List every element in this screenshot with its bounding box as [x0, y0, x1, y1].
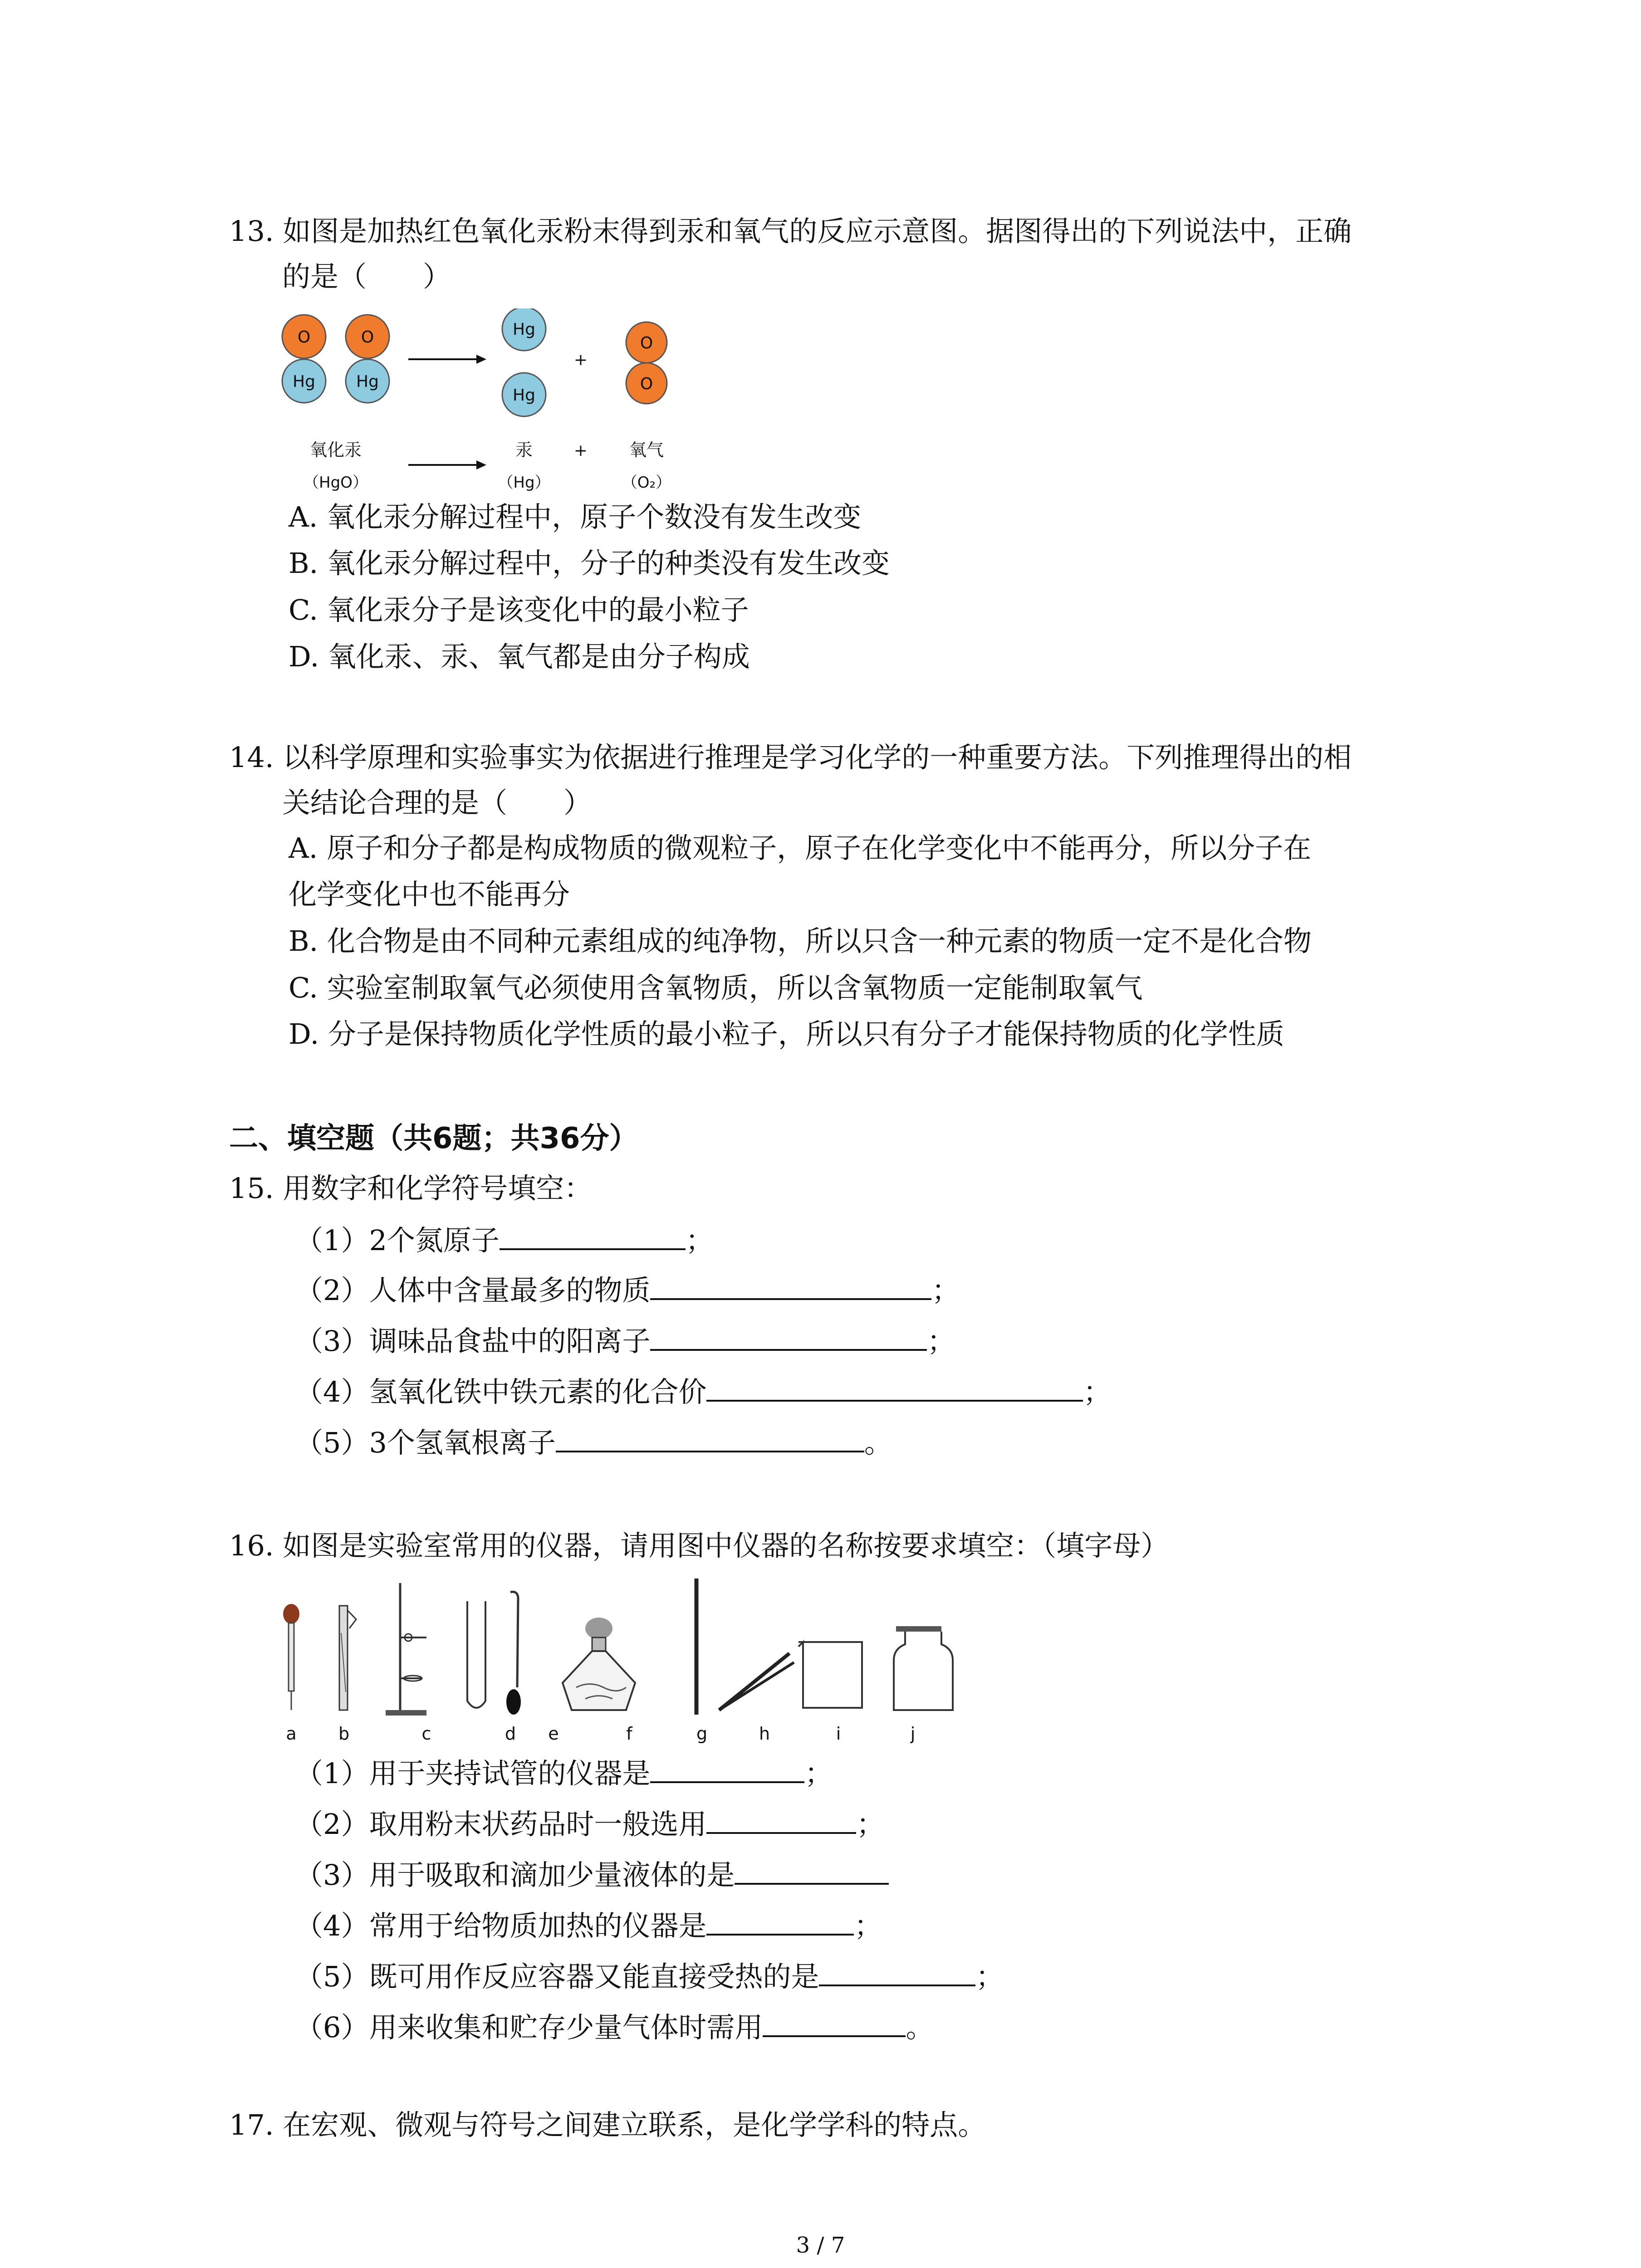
- q14-option-c: C. 实验室制取氧气必须使用含氧物质，所以含氧物质一定能制取氧气: [289, 971, 1143, 1004]
- q15-item-2: （2）人体中含量最多的物质 ；: [295, 1270, 960, 1309]
- q15-item-1: （1）2个氮原子 ；: [295, 1220, 714, 1259]
- q16-stem: 16. 如图是实验室常用的仪器，请用图中仪器的名称按要求填空：（填字母）: [229, 1529, 1169, 1562]
- q14-option-d: D. 分子是保持物质化学性质的最小粒子，所以只有分子才能保持物质的化学性质: [289, 1017, 1284, 1051]
- answer-blank[interactable]: [763, 2007, 906, 2037]
- formula-hgo: （HgO）: [304, 474, 368, 492]
- apparatus-label-i: i: [836, 1724, 841, 1744]
- q13-reaction-figure: [272, 308, 726, 499]
- q16-item-3: （3）用于吸取和滴加少量液体的是: [295, 1855, 889, 1893]
- mercury-atom-label: Hg: [293, 372, 315, 391]
- q14-stem-line2: 关结论合理的是（ ）: [282, 786, 592, 819]
- apparatus-label-j: j: [910, 1724, 916, 1744]
- q15-item-5: （5）3个氢氧根离子 。: [295, 1422, 892, 1461]
- answer-blank[interactable]: [500, 1220, 686, 1250]
- iron-stand-icon: [386, 1583, 426, 1716]
- q17-stem: 17. 在宏观、微观与符号之间建立联系，是化学学科的特点。: [229, 2108, 986, 2141]
- q15-item-3: （3）调味品食盐中的阳离子 ；: [295, 1321, 955, 1359]
- crucible-tongs-icon: [719, 1653, 794, 1710]
- plus-sign: +: [573, 441, 588, 460]
- label-o2: 氧气: [629, 440, 664, 460]
- formula-o2: （O₂）: [622, 474, 671, 492]
- gas-collecting-bottle-icon: [894, 1626, 953, 1710]
- q13-stem-line1: 13. 如图是加热红色氧化汞粉末得到汞和氧气的反应示意图。据图得出的下列说法中，正确: [229, 215, 1352, 248]
- apparatus-label-b: b: [338, 1724, 350, 1744]
- mercury-atom-label: Hg: [356, 372, 379, 391]
- beaker-icon: [798, 1642, 862, 1708]
- reaction-arrow-head: [476, 355, 486, 364]
- q13-stem-line2: 的是（ ）: [282, 260, 451, 293]
- answer-blank[interactable]: [650, 1753, 804, 1783]
- q13-option-a: A. 氧化汞分解过程中，原子个数没有发生改变: [289, 500, 862, 533]
- answer-blank[interactable]: [706, 1804, 856, 1834]
- q14-option-b: B. 化合物是由不同种元素组成的纯净物，所以只含一种元素的物质一定不是化合物: [289, 924, 1312, 958]
- oxygen-atom-label: O: [640, 375, 653, 393]
- page-number: 3 / 7: [796, 2233, 845, 2258]
- answer-blank[interactable]: [650, 1270, 931, 1300]
- apparatus-label-c: c: [421, 1724, 431, 1744]
- q14-stem-line1: 14. 以科学原理和实验事实为依据进行推理是学习化学的一种重要方法。下列推理得出的相: [229, 741, 1352, 774]
- section-title: 二、填空题（共6题；共36分）: [229, 1122, 638, 1155]
- dropper-icon: [283, 1604, 299, 1710]
- test-tube-icon: [467, 1601, 485, 1708]
- label-hgo: 氧化汞: [309, 440, 362, 460]
- answer-blank[interactable]: [556, 1422, 864, 1452]
- apparatus-label-g: g: [696, 1724, 708, 1744]
- q16-item-6: （6）用来收集和贮存少量气体时需用 。: [295, 2007, 934, 2046]
- q16-item-5: （5）既可用作反应容器又能直接受热的是 ；: [295, 1956, 1004, 1995]
- apparatus-label-d: d: [505, 1724, 516, 1744]
- mercury-atom-label: Hg: [513, 386, 535, 405]
- q15-stem: 15. 用数字和化学符号填空：: [229, 1172, 593, 1205]
- q13-option-d: D. 氧化汞、汞、氧气都是由分子构成: [289, 640, 750, 673]
- answer-blank[interactable]: [735, 1855, 889, 1885]
- q14-option-a-cont: 化学变化中也不能再分: [289, 878, 570, 911]
- q16-apparatus-figure: [272, 1574, 971, 1746]
- label-hg: 汞: [515, 440, 533, 460]
- answer-blank[interactable]: [706, 1906, 854, 1936]
- q13-option-b: B. 氧化汞分解过程中，分子的种类没有发生改变: [289, 547, 890, 580]
- apparatus-label-f: f: [626, 1724, 632, 1744]
- formula-hg: （Hg）: [498, 474, 550, 492]
- answer-blank[interactable]: [819, 1956, 975, 1986]
- q16-item-4: （4）常用于给物质加热的仪器是 ；: [295, 1906, 882, 1944]
- oxygen-atom-label: O: [297, 328, 311, 347]
- oxygen-atom-label: O: [640, 334, 653, 352]
- apparatus-label-a: a: [286, 1724, 297, 1744]
- q16-item-2: （2）取用粉末状药品时一般选用 ；: [295, 1804, 884, 1843]
- mercury-atom-label: Hg: [513, 320, 535, 339]
- q15-item-4: （4）氢氧化铁中铁元素的化合价 ；: [295, 1372, 1111, 1410]
- q14-option-a: A. 原子和分子都是构成物质的微观粒子，原子在化学变化中不能再分，所以分子在: [289, 831, 1312, 865]
- answer-blank[interactable]: [706, 1372, 1083, 1402]
- apparatus-label-e: e: [548, 1724, 559, 1744]
- q16-item-1: （1）用于夹持试管的仪器是 ；: [295, 1753, 833, 1792]
- apparatus-label-h: h: [759, 1724, 770, 1744]
- plus-sign: +: [573, 351, 588, 369]
- oxygen-atom-label: O: [361, 328, 374, 347]
- alcohol-lamp-icon: [563, 1618, 635, 1710]
- q13-option-c: C. 氧化汞分子是该变化中的最小粒子: [289, 593, 749, 626]
- word-equation-arrow-head: [476, 460, 486, 469]
- answer-blank[interactable]: [650, 1321, 927, 1351]
- medicine-spoon-icon: [506, 1592, 521, 1715]
- test-tube-holder-icon: [339, 1606, 356, 1710]
